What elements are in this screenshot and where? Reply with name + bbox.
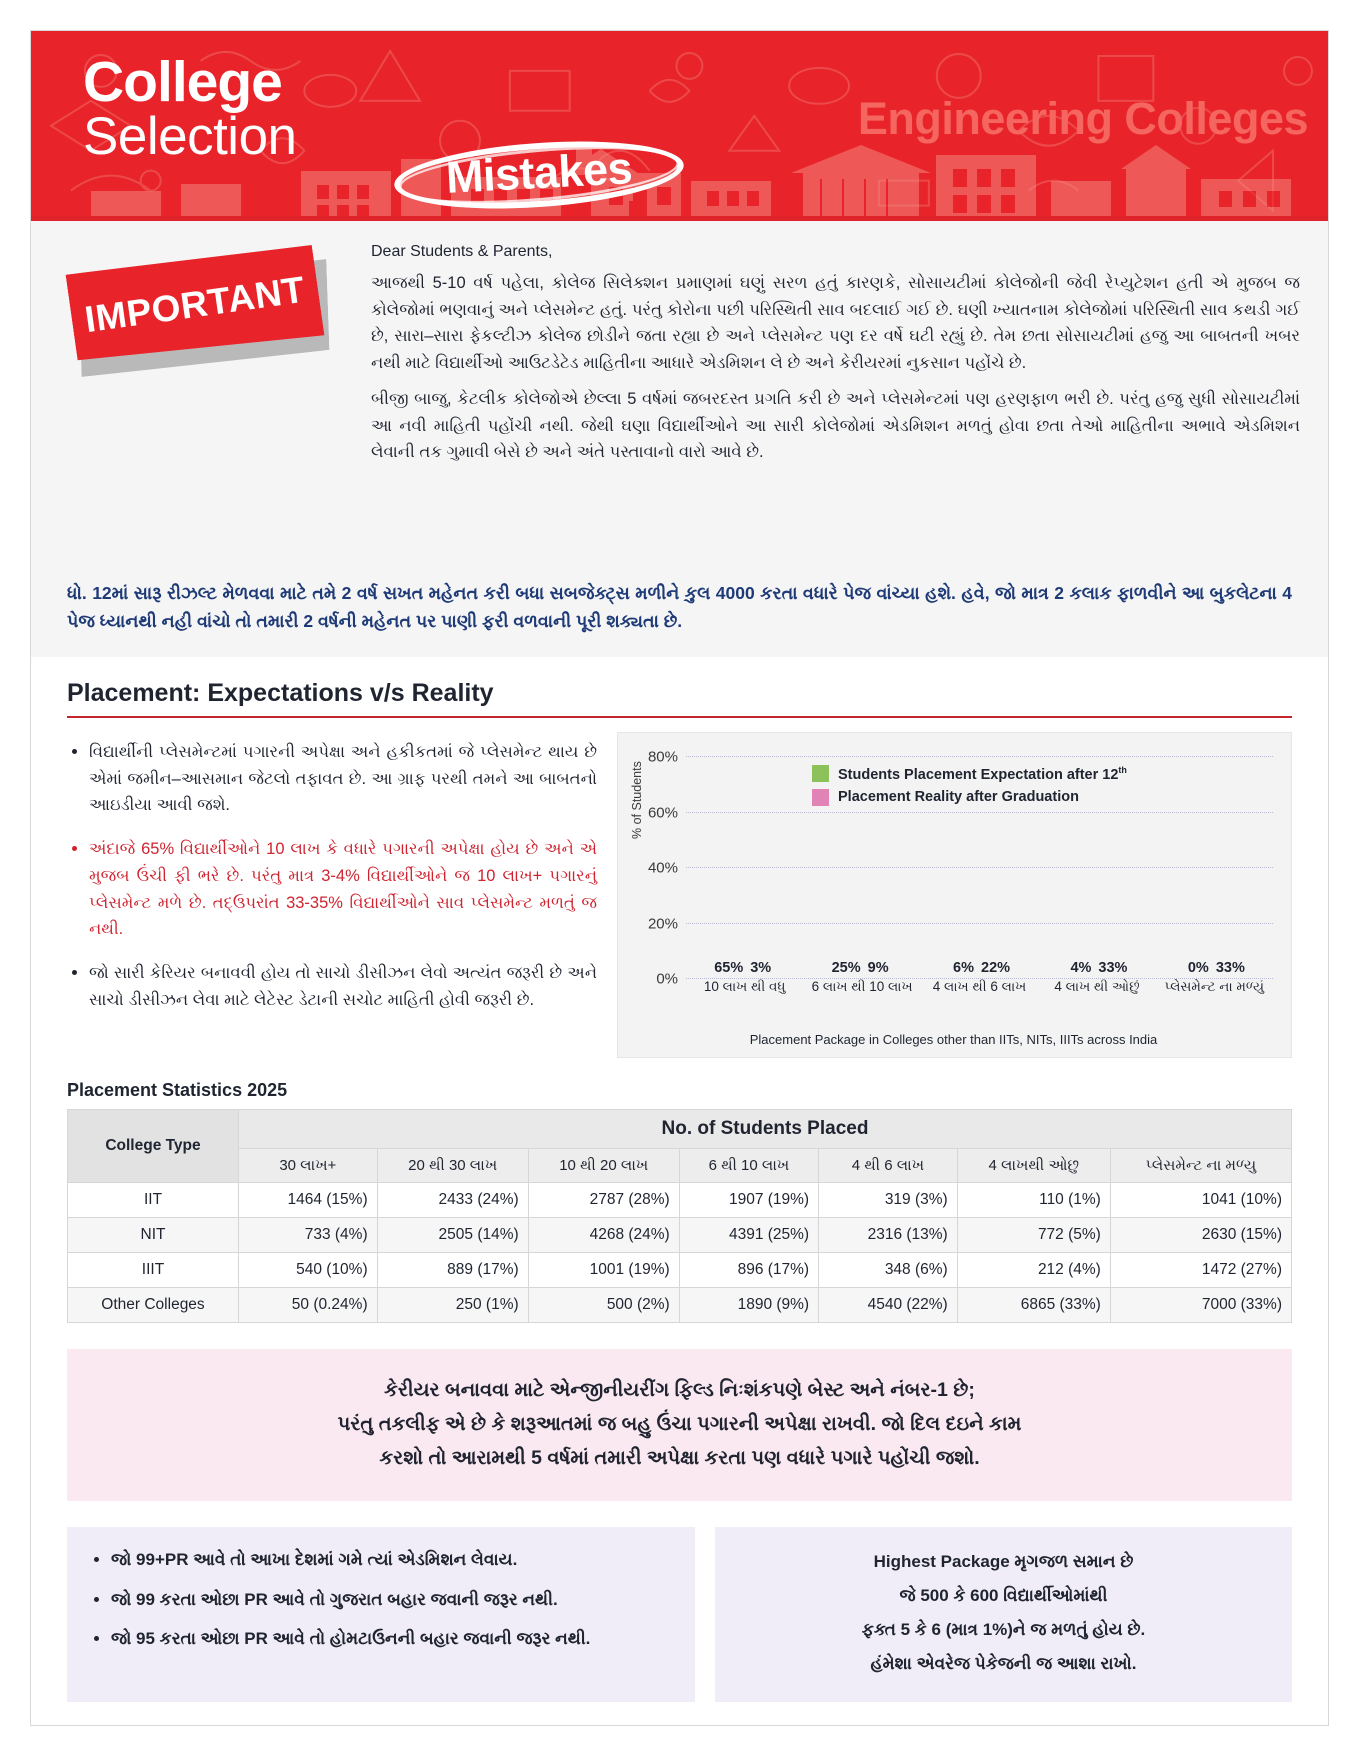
- table-row: [68, 1288, 1292, 1323]
- table-cell: 250 (1%): [377, 1288, 528, 1323]
- y-tick-label: 0%: [656, 970, 678, 988]
- x-tick-label: 4 લાખ થી 6 લાખ: [932, 979, 1027, 994]
- table-cell: 889 (17%): [377, 1253, 528, 1288]
- th-sub-not-placed: પ્લેસમેન્ટ ના મળ્યુ: [1110, 1149, 1291, 1183]
- x-tick-label: 10 લાખ થી વધુ: [703, 979, 786, 994]
- pr-advice-list: [85, 1547, 677, 1652]
- bar-group: [1156, 757, 1273, 979]
- blue-callout: ધો. 12માં સારૂ રીઝલ્ટ મેળવવા માટે તમે 2 વર્ષ સખત મહેનત કરી બધા સબજેક્ટ્સ મળીને કુલ 4000 કરતા વધારે પેજ વાંચ્યા હશે. હવે, જો માત્ર 2 કલાક ફાળવીને આ બુકલેટના 4 પેજ ધ્યાનથી નહી વાંચો તો તમારી 2 વર્ષની મહેનત પર પાણી ફરી વળવાની પૂરી શક્યતા છે.: [31, 569, 1328, 657]
- list-item: • જો 95 કરતા ઓછા PR આવે તો હોમટાઉનની બહાર જવાની જરૂર નથી.: [111, 1626, 677, 1652]
- cell-college-type: IIIT: [68, 1253, 239, 1288]
- table-body: [68, 1183, 1292, 1323]
- table-cell: 772 (5%): [957, 1218, 1110, 1253]
- bar-value-label: 22%: [981, 960, 1011, 976]
- bar-value-label: 6%: [953, 960, 974, 976]
- bar-value-label: 33%: [1215, 960, 1245, 976]
- table-cell: 50 (0.24%): [239, 1288, 378, 1323]
- table-cell: 500 (2%): [528, 1288, 679, 1323]
- pink-line-2: પરંતુ તકલીફ એ છે કે શરૂઆતમાં જ બહુ ઉંચા પગારની અપેક્ષા રાખવી. જો દિલ દઇને કામ: [337, 1413, 1022, 1436]
- table-row: [68, 1183, 1292, 1218]
- table-cell: 1041 (10%): [1110, 1183, 1291, 1218]
- table-cell: 896 (17%): [679, 1253, 818, 1288]
- table-header-row-1: [68, 1110, 1292, 1149]
- banner-title-line1: College: [83, 50, 282, 114]
- banner-title: [83, 50, 297, 166]
- highest-package-line-3: ફક્ત 5 કે 6 (માત્ર 1%)ને જ મળતું હોય છે.: [861, 1619, 1146, 1639]
- x-tick-label: 4 લાખ થી ઓછું: [1054, 979, 1140, 994]
- highest-package-line-2: જે 500 કે 600 વિદ્યાર્થીઓમાંથી: [899, 1586, 1108, 1606]
- table-cell: 1001 (19%): [528, 1253, 679, 1288]
- pink-advice-box: [67, 1349, 1292, 1501]
- legend-label: [838, 765, 1127, 783]
- table-cell: 7000 (33%): [1110, 1288, 1291, 1323]
- highest-package-panel: [715, 1527, 1292, 1702]
- highest-package-line-4: હંમેશા એવરેજ પેકેજની જ આશા રાખો.: [870, 1653, 1137, 1673]
- list-item: • જો 99 કરતા ઓછા PR આવે તો ગુજરાત બહાર જવાની જરૂર નથી.: [111, 1587, 677, 1613]
- th-sub-10-20: 10 થી 20 લાખ: [528, 1149, 679, 1183]
- y-tick-label: 80%: [647, 748, 678, 766]
- y-tick-label: 20%: [647, 915, 678, 932]
- legend-item-reality: [812, 789, 1127, 806]
- table-cell: 4391 (25%): [679, 1218, 818, 1253]
- intro-section: [31, 221, 1328, 569]
- pink-line-1: કેરીયર બનાવવા માટે એન્જીનીયરીંગ ફિલ્ડ નિઃશંકપણે બેસ્ટ અને નંબર-1 છે;: [384, 1379, 975, 1401]
- mistakes-stamp: [394, 143, 684, 207]
- bar-group: [686, 757, 803, 979]
- th-sub-6-10: 6 થી 10 લાખ: [679, 1149, 818, 1183]
- list-item: • જો સારી કેરિયર બનાવવી હોય તો સાચો ડીસીઝન લેવો અત્યંત જરૂરી છે અને સાચો ડીસીઝન લેવા માટે લેટેસ્ટ ડેટાની સચોટ માહિતી હોવી જરૂરી છે.: [89, 959, 597, 1013]
- legend-swatch-icon: [812, 765, 829, 782]
- table-cell: 2316 (13%): [819, 1218, 958, 1253]
- placement-bar-chart: [617, 732, 1292, 1058]
- x-tick-label: પ્લેસમેન્ટ ના મળ્યું: [1164, 979, 1265, 994]
- y-tick-label: 40%: [647, 859, 678, 877]
- banner-title-line2: Selection: [83, 106, 297, 166]
- table-cell: 1907 (19%): [679, 1183, 818, 1218]
- table-cell: 2630 (15%): [1110, 1218, 1291, 1253]
- cell-college-type: Other Colleges: [68, 1288, 239, 1323]
- important-badge-text: IMPORTANT: [82, 268, 308, 341]
- list-item: • જો 99+PR આવે તો આખા દેશમાં ગમે ત્યાં એડમિશન લેવાય.: [111, 1547, 677, 1573]
- table-cell: 2433 (24%): [377, 1183, 528, 1218]
- document-sheet: [30, 30, 1329, 1726]
- cell-college-type: IIT: [68, 1183, 239, 1218]
- table-cell: 1472 (27%): [1110, 1253, 1291, 1288]
- page-banner: [31, 31, 1328, 221]
- bottom-panels: [67, 1527, 1292, 1702]
- intro-paragraph-2: બીજી બાજુ, કેટલીક કોલેજોએ છેલ્લા 5 વર્ષમાં જબરદસ્ત પ્રગતિ કરી છે અને પ્લેસમેન્ટમાં પણ હરણફાળ ભરી છે. પરંતુ હજુ સુધી સોસાયટીમાં આ નવી માહિતી પહોંચી નથી. જેથી ઘણા વિદ્યાર્થીઓને આ સારી કોલેજોમાં એડમિશન મળતું હોવા છતા તેઓ માહિતીના અભાવે એડમિશન લેવાની તક ગુમાવી બેસે છે અને અંતે પસ્તાવાનો વારો આવે છે.: [371, 389, 1300, 462]
- bar-value-label: 33%: [1098, 960, 1128, 976]
- placement-statistics-table: [67, 1109, 1292, 1323]
- bar-value-label: 65%: [714, 960, 744, 976]
- intro-salutation: Dear Students & Parents,: [371, 243, 553, 260]
- bar-value-label: 9%: [867, 960, 889, 976]
- bullets-column: [67, 732, 597, 1029]
- table-head: [68, 1110, 1292, 1183]
- important-badge: [71, 249, 331, 389]
- cell-college-type: NIT: [68, 1218, 239, 1253]
- section-rule: [67, 716, 1292, 718]
- pink-line-3: કરશો તો આરામથી 5 વર્ષમાં તમારી અપેક્ષા કરતા પણ વધારે પગારે પહોંચી જશો.: [379, 1447, 980, 1470]
- table-row: [68, 1218, 1292, 1253]
- chart-x-axis-labels: [686, 979, 1273, 1025]
- legend-swatch-icon: [812, 789, 829, 806]
- th-sub-4-6: 4 થી 6 લાખ: [819, 1149, 958, 1183]
- table-row: [68, 1253, 1292, 1288]
- legend-label-text: Students Placement Expectation after 12: [838, 766, 1119, 783]
- chart-y-axis-label: % of Students: [630, 761, 644, 839]
- table-cell: 110 (1%): [957, 1183, 1110, 1218]
- intro-text-block: [371, 239, 1300, 466]
- bar-value-label: 25%: [831, 960, 861, 976]
- th-sub-30plus: 30 લાખ+: [239, 1149, 378, 1183]
- table-cell: 4268 (24%): [528, 1218, 679, 1253]
- bar-value-label: 3%: [750, 960, 772, 976]
- table-cell: 1464 (15%): [239, 1183, 378, 1218]
- bar-value-label: 4%: [1070, 960, 1092, 976]
- table-cell: 1890 (9%): [679, 1288, 818, 1323]
- table-title: Placement Statistics 2025: [67, 1080, 288, 1100]
- table-cell: 4540 (22%): [819, 1288, 958, 1323]
- chart-x-axis-caption: Placement Package in Colleges other than IITs, NITs, IIITs across India: [749, 1032, 1158, 1047]
- th-sub-20-30: 20 થી 30 લાખ: [377, 1149, 528, 1183]
- list-item: • વિદ્યાર્થીની પ્લેસમેન્ટમાં પગારની અપેક્ષા અને હકીકતમાં જે પ્લેસમેન્ટ થાય છે એમાં જમીન–આસમાન જેટલો તફાવત છે. આ ગ્રાફ પરથી તમને આ બાબતનો આઇડીયા આવી જશે.: [89, 738, 597, 819]
- banner-right-title: Engineering Colleges: [857, 93, 1308, 144]
- y-tick-label: 60%: [647, 804, 678, 821]
- x-tick-label: 6 લાખ થી 10 લાખ: [811, 979, 913, 994]
- table-cell: 212 (4%): [957, 1253, 1110, 1288]
- highest-package-line-1: Highest Package મૃગજળ સમાન છે: [873, 1552, 1134, 1572]
- chart-inner: [628, 743, 1279, 1049]
- table-cell: 733 (4%): [239, 1218, 378, 1253]
- table-cell: 2787 (28%): [528, 1183, 679, 1218]
- table-header-row-2: [68, 1149, 1292, 1183]
- table-cell: 348 (6%): [819, 1253, 958, 1288]
- th-college-type: College Type: [68, 1110, 239, 1183]
- table-cell: 319 (3%): [819, 1183, 958, 1218]
- main-section: [31, 657, 1328, 1702]
- table-cell: 540 (10%): [239, 1253, 378, 1288]
- bullet-list: [67, 738, 597, 1013]
- th-sub-less-than-4: 4 લાખથી ઓછુ: [957, 1149, 1110, 1183]
- bullets-and-chart-row: [67, 732, 1292, 1058]
- intro-paragraph-1: આજથી 5-10 વર્ષ પહેલા, કોલેજ સિલેક્શન પ્રમાણમાં ઘણું સરળ હતું કારણકે, સોસાયટીમાં કોલેજોની જેવી રેપ્યુટેશન હતી એ મુજબ જ કોલેજોમાં ભણવાનું અને પ્લેસમેન્ટ હતું. પરંતુ કોરોના પછી પરિસ્થિતી સાવ બદલાઈ ગઈ છે. ઘણી ખ્યાતનામ કોલેજોમાં પરિસ્થિતી સાવ કથડી ગઈ છે, સારા–સારા ફેકલ્ટીઝ કોલેજ છોડીને જતા રહ્યા છે અને પ્લેસમેન્ટ પણ દર વર્ષે ઘટી રહ્યું છે. તેમ છતા સોસાયટીમાં હજુ આ બાબતની ખબર નથી માટે વિદ્યાર્થીઓ આઉટડેટેડ માહિતીના આધારે એડમિશન લે છે અને કેરીયરમાં નુકસાન પહોંચે છે.: [371, 273, 1300, 373]
- bar-value-label: 0%: [1187, 960, 1209, 976]
- legend-label: Placement Reality after Graduation: [838, 789, 1079, 806]
- list-item: • અંદાજે 65% વિદ્યાર્થીઓને 10 લાખ કે વધારે પગારની અપેક્ષા હોય છે અને એ મુજબ ઉંચી ફી ભરે છે. પરંતુ માત્ર 3-4% વિદ્યાર્થીઓને જ 10 લાખ+ પગારનું પ્લેસમેન્ટ મળે છે. તદ્‌ઉપરાંત 33-35% વિદ્યાર્થીઓને સાવ પ્લેસમેન્ટ મળતું જ નથી.: [89, 835, 597, 943]
- table-cell: 2505 (14%): [377, 1218, 528, 1253]
- legend-label-sup: th: [1118, 765, 1127, 775]
- th-group-students-placed: No. of Students Placed: [239, 1110, 1292, 1149]
- section-title: Placement: Expectations v/s Reality: [67, 679, 494, 707]
- legend-item-expectation: [812, 765, 1127, 783]
- chart-legend: [812, 765, 1127, 812]
- pr-advice-panel: [67, 1527, 695, 1702]
- stamp-word: Mistakes: [444, 142, 634, 203]
- table-cell: 6865 (33%): [957, 1288, 1110, 1323]
